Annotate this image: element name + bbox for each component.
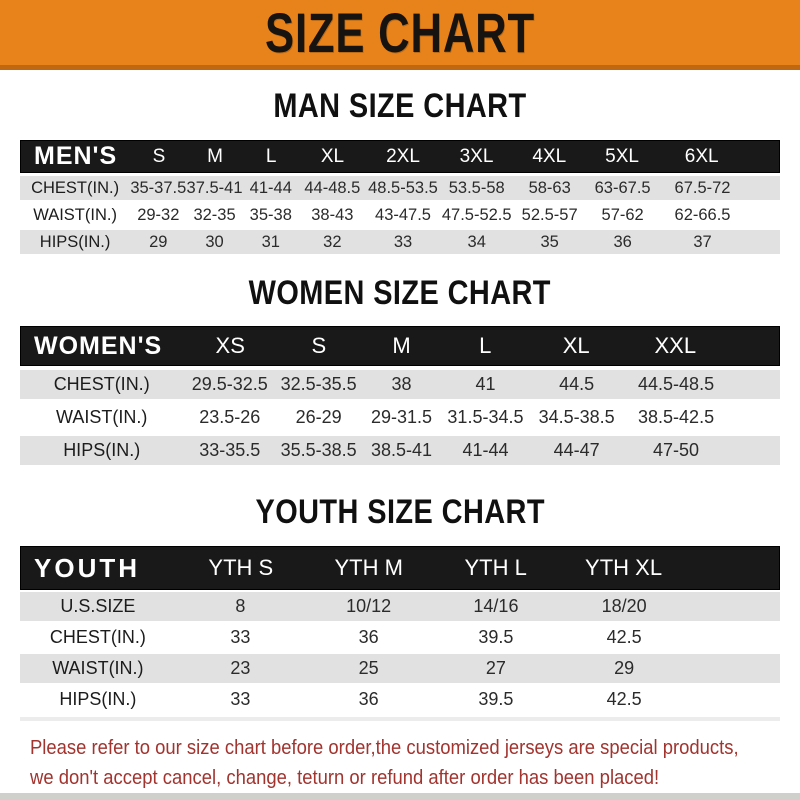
table-bottom-stripe	[20, 717, 780, 721]
value-cell: 53.5-58	[448, 178, 505, 197]
value-cell: 38	[391, 374, 412, 394]
row-label-cell: WAIST(IN.)	[52, 658, 144, 678]
value-cell: 27	[485, 658, 506, 678]
size-column-header: YTH S	[208, 555, 274, 580]
table-row	[20, 176, 780, 200]
value-cell: 62-66.5	[674, 205, 731, 224]
table-row	[20, 203, 780, 227]
value-cell: 37.5-41	[186, 178, 243, 197]
value-cell: 35.5-38.5	[280, 440, 357, 460]
value-cell: 23.5-26	[199, 407, 261, 427]
value-cell: 37	[693, 232, 712, 251]
bottom-edge-strip	[0, 793, 800, 800]
value-cell: 32-35	[193, 205, 236, 224]
value-cell: 14/16	[473, 596, 519, 616]
footnote-line-2: we don't accept cancel, change, teturn or refund after order has been placed!	[30, 766, 660, 789]
value-cell: 47.5-52.5	[441, 205, 512, 224]
size-column-header: XL	[562, 333, 590, 358]
size-column-header: XL	[320, 145, 345, 167]
size-column-header: XXL	[654, 333, 697, 358]
value-cell: 38.5-41	[370, 440, 433, 460]
size-column-header: S	[311, 333, 327, 358]
value-cell: 35-37.5	[130, 178, 187, 197]
value-cell: 29.5-32.5	[191, 374, 268, 394]
value-cell: 23	[230, 658, 251, 678]
size-column-header: L	[479, 333, 492, 358]
size-column-header: 6XL	[684, 145, 719, 167]
table-header-row	[20, 326, 780, 366]
size-column-header: 4XL	[532, 145, 567, 167]
value-cell: 34.5-38.5	[538, 407, 615, 427]
value-cell: 36	[358, 689, 379, 709]
value-cell: 30	[205, 232, 224, 251]
size-column-header: L	[265, 145, 277, 167]
value-cell: 33	[230, 689, 251, 709]
value-cell: 18/20	[601, 596, 647, 616]
row-label-cell: WAIST(IN.)	[33, 205, 117, 224]
youth-size-section	[0, 493, 800, 721]
value-cell: 8	[235, 596, 246, 616]
value-cell: 29-31.5	[370, 407, 433, 427]
row-label-cell: HIPS(IN.)	[63, 440, 141, 460]
value-cell: 44.5	[559, 374, 595, 394]
value-cell: 44.5-48.5	[638, 374, 715, 394]
table-row	[20, 685, 780, 714]
table-row	[20, 230, 780, 254]
size-column-header: 5XL	[605, 145, 639, 167]
value-cell: 36	[613, 232, 632, 251]
value-cell: 32	[323, 232, 342, 251]
value-cell: 57-62	[601, 205, 644, 224]
value-cell: 38.5-42.5	[638, 407, 715, 427]
table-row	[20, 403, 780, 432]
women-size-section	[0, 274, 800, 465]
row-label-cell: WAIST(IN.)	[56, 407, 148, 427]
value-cell: 47-50	[653, 440, 700, 460]
youth-section-heading-text: YOUTH SIZE CHART	[255, 493, 545, 531]
footnote	[30, 733, 800, 793]
row-label-cell: CHEST(IN.)	[31, 178, 120, 197]
table-header-label: WOMEN'S	[34, 331, 163, 360]
value-cell: 42.5	[606, 689, 642, 709]
table-header-row	[20, 546, 780, 590]
page-title: SIZE CHART	[265, 1, 535, 64]
value-cell: 33	[393, 232, 413, 251]
row-label-cell: U.S.SIZE	[60, 596, 136, 616]
table-row	[20, 592, 780, 621]
table-header-label: YOUTH	[34, 552, 140, 583]
value-cell: 34	[467, 232, 486, 251]
value-cell: 67.5-72	[674, 178, 731, 197]
table-row	[20, 436, 780, 465]
value-cell: 32.5-35.5	[280, 374, 357, 394]
value-cell: 35-38	[249, 205, 292, 224]
man-section-heading-text: MAN SIZE CHART	[273, 87, 527, 125]
value-cell: 33-35.5	[199, 440, 261, 460]
banner	[0, 0, 800, 70]
value-cell: 29	[614, 658, 635, 678]
value-cell: 48.5-53.5	[368, 178, 438, 197]
size-column-header: YTH M	[334, 555, 403, 580]
youth-section-heading	[0, 493, 800, 531]
women-section-heading-text: WOMEN SIZE CHART	[248, 274, 552, 312]
value-cell: 31.5-34.5	[447, 407, 524, 427]
youth-size-table	[20, 546, 780, 714]
value-cell: 33	[230, 627, 251, 647]
table-header-label: MEN'S	[34, 142, 118, 170]
size-column-header: 3XL	[459, 145, 494, 167]
size-column-header: YTH L	[464, 555, 527, 580]
value-cell: 36	[358, 627, 379, 647]
size-column-header: S	[152, 145, 166, 167]
value-cell: 29-32	[137, 205, 180, 224]
table-header-row	[20, 140, 780, 173]
size-column-header: M	[207, 145, 223, 167]
size-column-header: YTH XL	[585, 555, 663, 580]
value-cell: 41-44	[249, 178, 292, 197]
value-cell: 25	[358, 658, 379, 678]
value-cell: 39.5	[478, 689, 514, 709]
value-cell: 26-29	[295, 407, 342, 427]
value-cell: 38-43	[311, 205, 354, 224]
value-cell: 43-47.5	[375, 205, 431, 224]
value-cell: 10/12	[346, 596, 392, 616]
row-label-cell: CHEST(IN.)	[49, 627, 146, 647]
row-label-cell: HIPS(IN.)	[59, 689, 137, 709]
row-label-cell: HIPS(IN.)	[39, 232, 111, 251]
size-column-header: 2XL	[386, 145, 420, 167]
size-column-header: XS	[215, 333, 245, 358]
value-cell: 39.5	[478, 627, 514, 647]
value-cell: 29	[149, 232, 168, 251]
man-size-table	[20, 140, 780, 254]
value-cell: 44-47	[553, 440, 600, 460]
table-row	[20, 623, 780, 652]
value-cell: 44-48.5	[304, 178, 361, 197]
value-cell: 42.5	[606, 627, 642, 647]
value-cell: 35	[540, 232, 559, 251]
value-cell: 52.5-57	[521, 205, 578, 224]
women-size-table	[20, 326, 780, 465]
value-cell: 58-63	[528, 178, 571, 197]
table-row	[20, 654, 780, 683]
value-cell: 41	[475, 374, 496, 394]
footnote-line-1: Please refer to our size chart before order,the customized jerseys are special products,	[30, 736, 739, 759]
value-cell: 41-44	[462, 440, 509, 460]
value-cell: 31	[261, 232, 280, 251]
value-cell: 63-67.5	[594, 178, 651, 197]
table-row	[20, 370, 780, 399]
row-label-cell: CHEST(IN.)	[53, 374, 150, 394]
size-column-header: M	[392, 333, 411, 358]
man-section-heading	[0, 87, 800, 125]
man-size-section	[0, 87, 800, 254]
women-section-heading	[0, 274, 800, 312]
